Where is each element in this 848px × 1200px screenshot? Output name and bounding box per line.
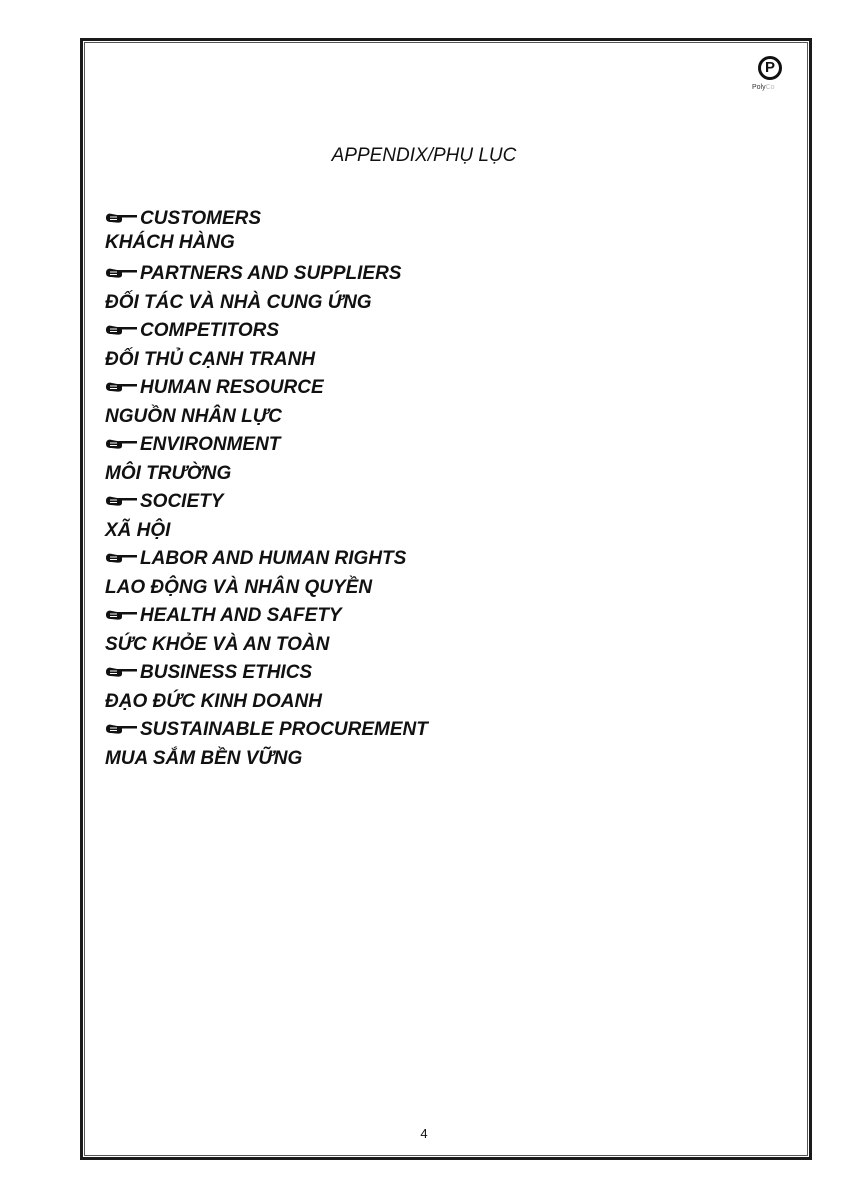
appendix-heading-text: SUSTAINABLE PROCUREMENT (140, 719, 428, 740)
appendix-heading (105, 374, 428, 402)
appendix-item (105, 374, 428, 431)
appendix-heading (105, 260, 428, 288)
appendix-list (105, 207, 428, 773)
pointing-hand-icon (105, 489, 139, 503)
appendix-translation: NGUỒN NHÂN LỰC (105, 406, 282, 427)
appendix-heading (105, 716, 428, 744)
appendix-item (105, 545, 428, 602)
logo-mark: P (758, 56, 782, 80)
appendix-translation: XÃ HỘI (105, 520, 171, 541)
appendix-heading (105, 431, 428, 459)
appendix-heading-text: ENVIRONMENT (140, 434, 281, 455)
pointing-hand-icon (105, 318, 139, 332)
pointing-hand-icon (105, 432, 139, 446)
appendix-heading (105, 602, 428, 630)
appendix-heading (105, 659, 428, 687)
appendix-translation: ĐỐI TÁC VÀ NHÀ CUNG ỨNG (105, 292, 372, 313)
appendix-heading (105, 317, 428, 345)
appendix-item (105, 207, 428, 255)
appendix-item (105, 488, 428, 545)
company-logo (752, 52, 792, 102)
appendix-translation: MUA SẮM BỀN VỮNG (105, 748, 303, 769)
pointing-hand-icon (105, 603, 139, 617)
appendix-translation: KHÁCH HÀNG (105, 232, 235, 253)
appendix-heading (105, 545, 428, 573)
pointing-hand-icon (105, 208, 139, 222)
appendix-heading-text: SOCIETY (140, 491, 224, 512)
appendix-heading-text: CUSTOMERS (140, 208, 262, 229)
appendix-item (105, 602, 428, 659)
page-title: APPENDIX/PHỤ LỤC (331, 145, 517, 166)
logo-text: PolyCo (752, 84, 775, 91)
appendix-heading (105, 488, 428, 516)
pointing-hand-icon (105, 375, 139, 389)
appendix-heading-text: PARTNERS AND SUPPLIERS (140, 263, 402, 284)
appendix-translation: ĐẠO ĐỨC KINH DOANH (105, 691, 322, 712)
appendix-heading-text: HUMAN RESOURCE (140, 377, 324, 398)
appendix-item (105, 716, 428, 773)
pointing-hand-icon (105, 261, 139, 275)
appendix-heading-text: LABOR AND HUMAN RIGHTS (140, 548, 407, 569)
appendix-heading-text: COMPETITORS (140, 320, 279, 341)
appendix-heading-text: HEALTH AND SAFETY (140, 605, 342, 626)
page-number: 4 (420, 1126, 428, 1141)
appendix-translation: MÔI TRƯỜNG (105, 463, 232, 484)
pointing-hand-icon (105, 660, 139, 674)
appendix-item (105, 317, 428, 374)
pointing-hand-icon (105, 546, 139, 560)
appendix-item (105, 659, 428, 716)
pointing-hand-icon (105, 717, 139, 731)
appendix-translation: SỨC KHỎE VÀ AN TOÀN (105, 634, 330, 655)
appendix-heading (105, 207, 428, 231)
appendix-heading-text: BUSINESS ETHICS (140, 662, 313, 683)
appendix-item (105, 260, 428, 317)
appendix-translation: LAO ĐỘNG VÀ NHÂN QUYỀN (105, 577, 373, 598)
appendix-item (105, 431, 428, 488)
appendix-translation: ĐỐI THỦ CẠNH TRANH (105, 349, 316, 370)
